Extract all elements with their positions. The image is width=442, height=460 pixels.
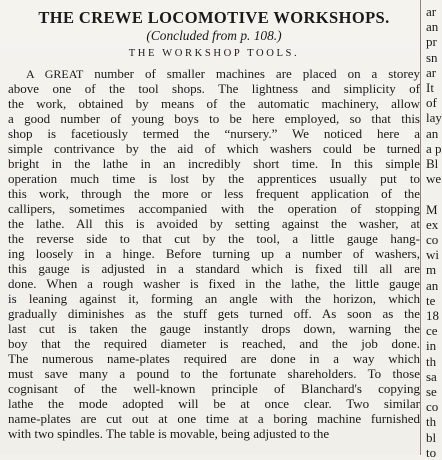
adjacent-column-fragment: se [426, 384, 437, 399]
adjacent-column-fragment: lay [426, 110, 442, 126]
adjacent-column-fragment: th [426, 414, 437, 430]
text-line: name-plates are cut out at one time at a boring machine furnished [8, 411, 420, 426]
article-title: THE CREWE LOCOMOTIVE WORKSHOPS. [38, 8, 390, 27]
lead-in-smallcaps: A GREAT [26, 67, 84, 81]
text-line: must save many a pound to the fortunate shareholders. To those [8, 366, 420, 381]
text-line: the lathe. All this is avoided by setting against the washer, at [8, 216, 420, 231]
adjacent-column-fragment: co [426, 399, 439, 415]
text-line: cognisant of the well-known principle of Blanchard's copying [8, 381, 420, 396]
text-line: last cut is taken the gauge instantly drops down, warning the [8, 321, 420, 336]
adjacent-column-fragment: ce [426, 323, 438, 339]
article-body [8, 66, 420, 441]
column-rule [420, 0, 421, 455]
text-line: above one of the tool shops. The lightness and simplicity of [8, 81, 420, 96]
adjacent-column-fragment: te [426, 292, 436, 308]
text-line: boy that the required diameter is reached, and the job done. [8, 336, 420, 351]
text-line: the reverse side to that cut by the tool, a little gauge hang- [8, 231, 420, 246]
adjacent-column-fragment: th [426, 353, 437, 369]
adjacent-column-fragment: ex [426, 216, 439, 232]
text-line: this gauge is adjusted in a standard which is fixed till all are [8, 261, 420, 276]
adjacent-column-fragment: of [426, 95, 437, 111]
text-line: gradually diminishes as the stuff gets turned off. As soon as the [8, 306, 420, 321]
adjacent-column-fragment: to [426, 444, 437, 460]
adjacent-column-fragment: Bl [426, 156, 439, 171]
adjacent-column-fragment: sn [426, 49, 438, 65]
text-line: a good number of young boys to be here employed, so that this [8, 111, 420, 126]
text-line: done. When a rough washer is fixed in the lathe, the little gauge [8, 276, 420, 291]
adjacent-column-fragment: a p [426, 140, 442, 156]
adjacent-column-fragment: an [426, 19, 439, 35]
adjacent-column-fragment: pr [426, 34, 437, 50]
adjacent-column [426, 0, 442, 460]
text-line: A GREAT number of smaller machines are placed on a storey [26, 66, 420, 81]
text-line: with two spindles. The table is movable, being adjusted to the [8, 426, 330, 441]
adjacent-column-fragment: bl [426, 429, 437, 445]
text-line: bright in the lathe in an incredibly short time. In this simple [8, 156, 420, 171]
text-line: lathe the mode adopted will be at once clear. Two similar [8, 396, 420, 411]
article-column [8, 0, 420, 455]
adjacent-column-fragment: co [426, 232, 439, 247]
adjacent-column-fragment: sa [426, 368, 437, 384]
text-line: operation much time is lost by the apprentices usually put to [8, 171, 420, 186]
text-line: is leaning against it, forming an angle with the horizon, which [8, 291, 420, 306]
text-line: The numerous name-plates required are done in a way which [8, 351, 420, 366]
text-line: simple contrivance by the aid of which washers could be turned [8, 141, 420, 156]
text-line: this work, through the more or less frequent application of the [8, 186, 420, 201]
adjacent-column-fragment: ar [426, 64, 437, 80]
adjacent-column-fragment: It [426, 80, 434, 95]
adjacent-column-fragment: m [426, 262, 437, 278]
section-heading: THE WORKSHOP TOOLS. [128, 48, 300, 59]
adjacent-column-fragment: an [426, 277, 439, 293]
adjacent-column-fragment: 18 [426, 308, 439, 323]
text-line: ing loosely in a hinge. Before turning up a number of washers, [8, 246, 420, 261]
adjacent-column-fragment: we [426, 171, 442, 187]
adjacent-column-fragment: in [426, 338, 437, 354]
adjacent-column-fragment: ar [426, 4, 437, 19]
adjacent-column-fragment: M [426, 201, 438, 217]
text-line: shop is facetiously termed the “nursery.” We noticed here a [8, 126, 420, 141]
text-line: the work, obtained by means of the automatic machinery, allow [8, 96, 420, 111]
article-subtitle: (Concluded from p. 108.) [146, 28, 282, 43]
adjacent-column-fragment: wi [426, 247, 439, 263]
text-line: callipers, sometimes accompanied with the operation of stopping [8, 201, 420, 216]
adjacent-column-fragment: an [426, 125, 439, 141]
